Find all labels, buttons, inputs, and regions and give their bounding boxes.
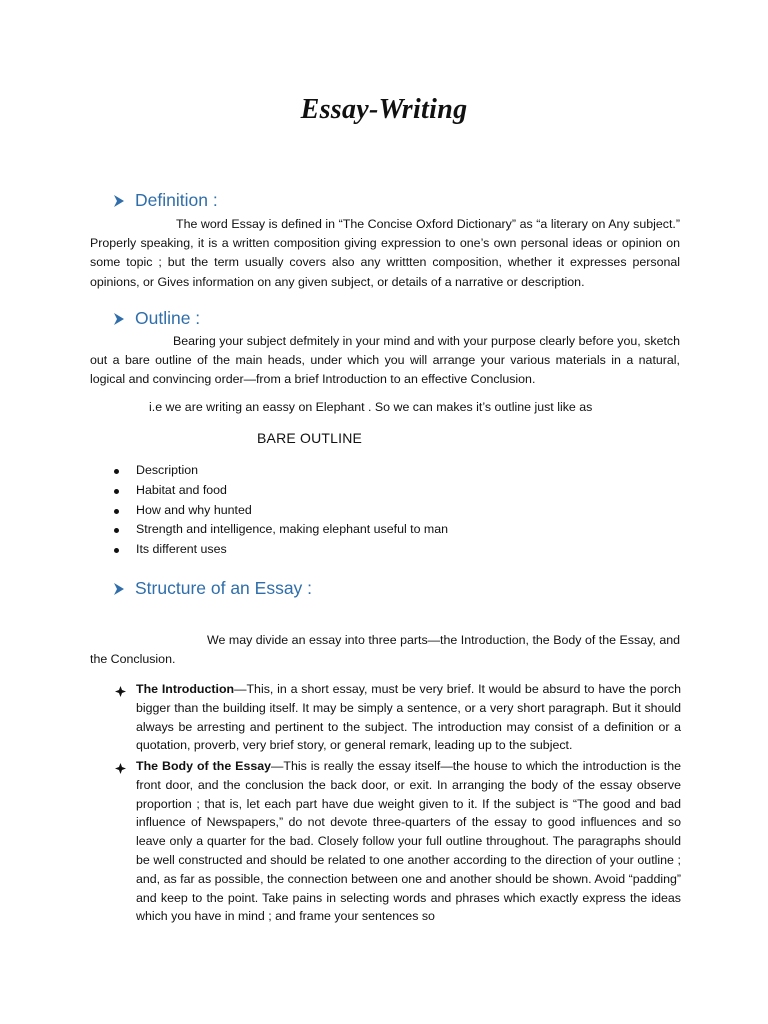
outline-paragraph: Bearing your subject defmitely in your mind and with your purpose clearly before you, sketch out a bare outline of the main heads, under which you will arrange your various materials in a natural, logical and convincing order—from a brief Introduction to an effective Conclusion. <box>90 334 680 387</box>
arrowhead-icon <box>113 194 125 208</box>
list-item: How and why hunted <box>112 501 448 521</box>
outline-heading <box>113 308 200 329</box>
bare-outline-title: BARE OUTLINE <box>257 430 363 446</box>
bullet-dot <box>114 509 119 514</box>
part-label: The Body of the Essay <box>136 759 272 773</box>
list-item: Description <box>112 461 448 481</box>
diamond-icon <box>115 684 126 695</box>
definition-heading <box>113 190 218 211</box>
part-text: —This, in a short essay, must be very brief. It would be absurd to have the porch bigger than the building itself. It may be simply a sentence, or a very short paragraph. But it should always be arresting and pertinent to the subject. The introduction may consist of a definition or a quotation, proverb, very brief story, or general remark, leading up to the subject. <box>136 682 681 753</box>
structure-part-body <box>136 757 681 926</box>
outline-example: i.e we are writing an eassy on Elephant . So we can makes it’s outline just like as <box>149 400 593 414</box>
arrowhead-icon <box>113 312 125 326</box>
document-title: Essay-Writing <box>300 94 468 125</box>
definition-heading-label: Definition : <box>135 190 218 210</box>
structure-part-introduction <box>136 680 681 755</box>
arrowhead-icon <box>113 582 125 596</box>
bullet-dot <box>114 548 119 553</box>
bullet-dot <box>114 489 119 494</box>
part-text: —This is really the essay itself—the house to which the introduction is the front door, and the conclusion the back door, or exit. In arranging the body of the essay observe proportion ; that is, let each part have due weight given to it. If the subject is “The good and bad influence of Newspapers,” do not devote three-quarters of the essay to good influences and so leave only a quarter for the bad. Closely follow your full outline throughout. The paragraphs should be well constructed and should be related to one another according to the direction of your outline ; and, as far as possible, the connection between one and another should be shown. Avoid “padding” and keep to the point. Take pains in selecting words and phrases which exactly express the ideas which you have in mind ; and frame your sentences so <box>136 759 681 924</box>
structure-heading <box>113 578 312 599</box>
part-label: The Introduction <box>136 682 235 696</box>
bullet-dot <box>114 469 119 474</box>
diamond-icon <box>115 761 126 772</box>
outline-heading-label: Outline : <box>135 308 201 328</box>
structure-intro: We may divide an essay into three parts—the Introduction, the Body of the Essay, and the Conclusion. <box>90 633 680 667</box>
definition-paragraph: The word Essay is defined in “The Concise Oxford Dictionary” as “a literary on Any subject.” Properly speaking, it is a written composition giving expression to one’s own personal ideas or opinion on some topic ; but the term usually covers also any writtten composition, whether it expresses personal opinions, or Gives information on any given subject, or details of a narrative or description. <box>90 217 680 289</box>
list-item: Habitat and food <box>112 481 448 501</box>
list-item: Strength and intelligence, making elephant useful to man <box>112 520 448 540</box>
structure-heading-label: Structure of an Essay : <box>135 578 313 598</box>
bullet-dot <box>114 528 119 533</box>
outline-list <box>112 461 448 560</box>
list-item: Its different uses <box>112 540 448 560</box>
